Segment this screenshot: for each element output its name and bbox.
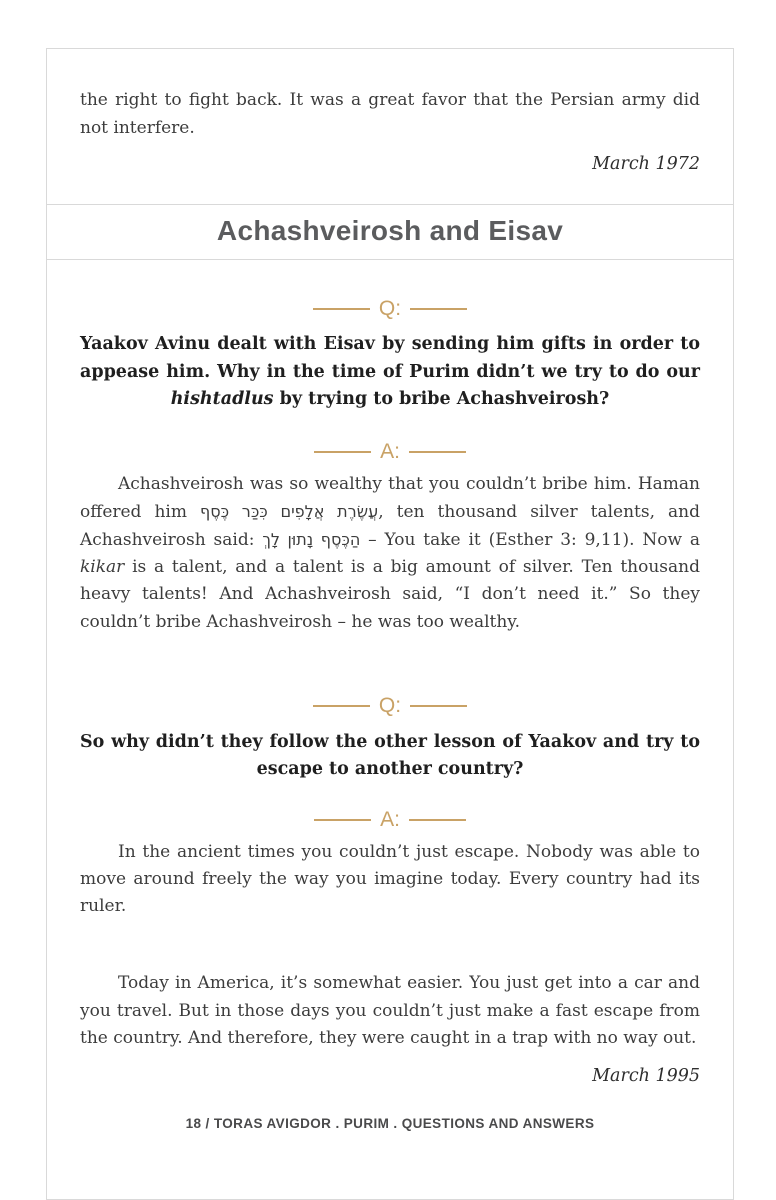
answer-1-text: Achashveirosh was so wealthy that you couldn’t bribe him. Haman offered him עֲשֶׂרֶת אֲלָפִים כִּכַּר כֶּסֶף, ten thousand silver talents, and Achashveirosh said: הַכֶּסֶף נָתוּן לָךְ – You take it (Esther 3: 9,11). Now a kikar is a talent, and a talent is a big amount of silver. Ten thousand heavy talents! And Achashveirosh said, “I don’t need it.” So they couldn’t bribe Achashveirosh – he was too wealthy. [80,473,701,632]
divider-line-right [410,705,467,707]
divider-line-right [409,451,466,453]
attribution-date-1995: March 1995 [592,1065,700,1086]
question-2-text: So why didn’t they follow the other lesson of Yaakov and try to escape to another country? [80,731,700,780]
divider-line-left [313,705,370,707]
section-title: Achashveirosh and Eisav [47,204,733,260]
divider-line-right [410,308,467,310]
divider-line-right [409,819,466,821]
answer-divider-1 [80,440,700,465]
continuation-paragraph: the right to fight back. It was a great favor that the Persian army did not interfere. [80,90,700,138]
q-label: Q: [378,296,402,320]
page-content [47,87,733,1131]
a-label: A: [380,808,400,832]
a-label: A: [380,440,400,463]
page-footer-running-title: 18 / TORAS AVIGDOR . PURIM . QUESTIONS AND ANSWERS [185,1115,595,1131]
divider-line-left [314,451,371,453]
divider-line-left [314,819,371,821]
q-label: Q: [378,694,402,718]
question-divider-1 [80,296,700,321]
attribution-date-1972: March 1972 [592,154,700,174]
book-page-card [46,48,734,1200]
divider-line-left [313,308,370,310]
question-1-text: Yaakov Avinu dealt with Eisav by sending him gifts in order to appease him. Why in the time of Purim didn’t we try to do our hishtadlus by trying to bribe Achashveirosh? [80,334,700,409]
answer-2-paragraph-1: In the ancient times you couldn’t just escape. Nobody was able to move around freely the way you imagine today. Every country had its ruler. [80,841,700,917]
answer-divider-2 [80,808,700,833]
answer-2-paragraph-2: Today in America, it’s somewhat easier. You just get into a car and you travel. But in those days you couldn’t just make a fast escape from the country. And therefore, they were caught in a trap with no way out. [80,973,700,1048]
question-divider-2 [80,694,700,719]
